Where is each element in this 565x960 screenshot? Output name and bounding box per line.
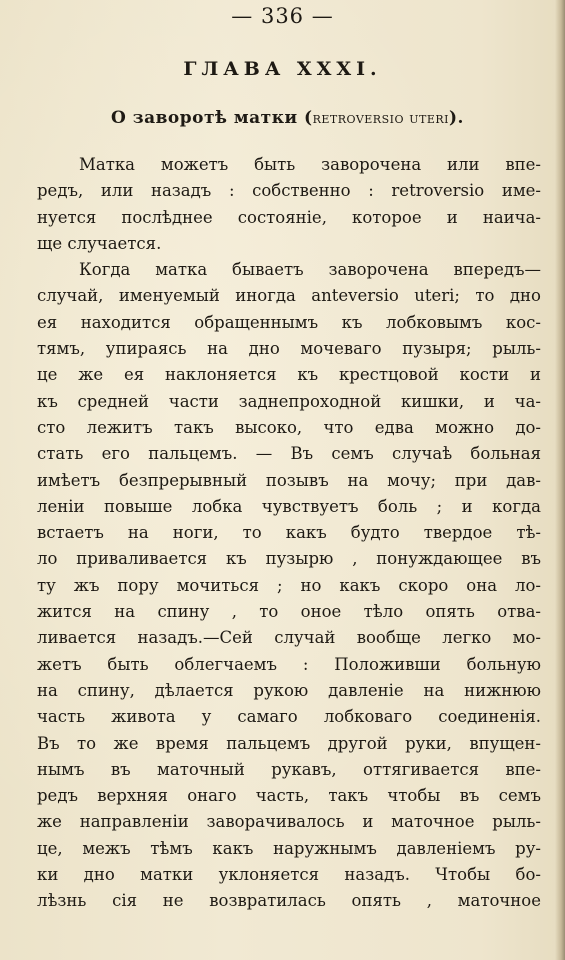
text-line: це, межъ тѣмъ какъ наружнымъ давленіемъ ру- — [37, 838, 541, 858]
text-line: имѣетъ безпрерывный позывъ на мочу; при дав- — [37, 470, 541, 490]
text-line: нымъ въ маточный рукавъ, оттягивается впе- — [37, 759, 541, 779]
section-title-latin: retroversio uteri — [312, 109, 450, 127]
text-line: сто лежитъ такъ высоко, что едва можно до- — [37, 417, 541, 437]
text-line: жетъ быть облегчаемъ : Положивши больную — [37, 654, 541, 674]
page-edge-shadow — [555, 0, 565, 960]
text-line: Когда матка бываетъ заворочена впередъ— — [79, 260, 541, 280]
text-line: нуется послѣднее состояніе, которое и наича- — [37, 207, 541, 227]
text-line: Матка можетъ быть заворочена или впе- — [79, 155, 541, 174]
text-line: часть живота у самаго лобковаго соединенія. — [37, 707, 541, 727]
page-number: — 336 — — [231, 4, 334, 28]
text-line: ще случается. — [37, 233, 162, 253]
text-line: встаетъ на ноги, то какъ будто твердое тѣ- — [37, 523, 541, 543]
text-line: редъ верхняя онаго часть, такъ чтобы въ семъ — [37, 786, 541, 806]
text-line: редъ, или назадъ : собственно : retroversio име- — [37, 181, 541, 201]
text-line: лѣзнь сія не возвратилась опять , маточное — [37, 891, 541, 911]
text-line: жится на спину , то оное тѣло опять отва- — [37, 602, 541, 622]
text-line: леніи повыше лобка чувствуетъ боль ; и когда — [37, 496, 541, 516]
text-line: Въ то же время пальцемъ другой руки, впущен- — [37, 733, 541, 753]
text-line: случай, именуемый иногда anteversio uteri; то дно — [37, 286, 541, 306]
section-title — [0, 108, 565, 128]
text-line: це же ея наклоняется къ крестцовой кости и — [37, 365, 541, 385]
section-title-main: О заворотѣ матки ( — [111, 108, 313, 128]
text-line: же направленіи заворачивалось и маточное рыль- — [37, 812, 541, 832]
text-line: стать его пальцемъ. — Въ семъ случаѣ больная — [37, 444, 541, 464]
text-line: ливается назадъ.—Сей случай вообще легко мо- — [37, 628, 541, 648]
body-text — [37, 152, 541, 915]
text-line: ло приваливается къ пузырю , понуждающее въ — [37, 549, 541, 569]
text-line: ки дно матки уклоняется назадъ. Чтобы бо- — [37, 865, 541, 885]
text-line: ея находится обращеннымъ къ лобковымъ кос- — [37, 312, 541, 332]
chapter-title: ГЛАВА XXXI. — [183, 58, 382, 80]
text-line: тямъ, упираясь на дно мочеваго пузыря; рыль- — [37, 339, 541, 359]
text-line: на спину, дѣлается рукою давленіе на нижнюю — [37, 680, 541, 700]
section-title-close: ). — [449, 108, 464, 128]
text-line: къ средней части заднепроходной кишки, и ча- — [37, 391, 541, 411]
text-line: ту жъ пору мочиться ; но какъ скоро она ло- — [37, 575, 541, 595]
